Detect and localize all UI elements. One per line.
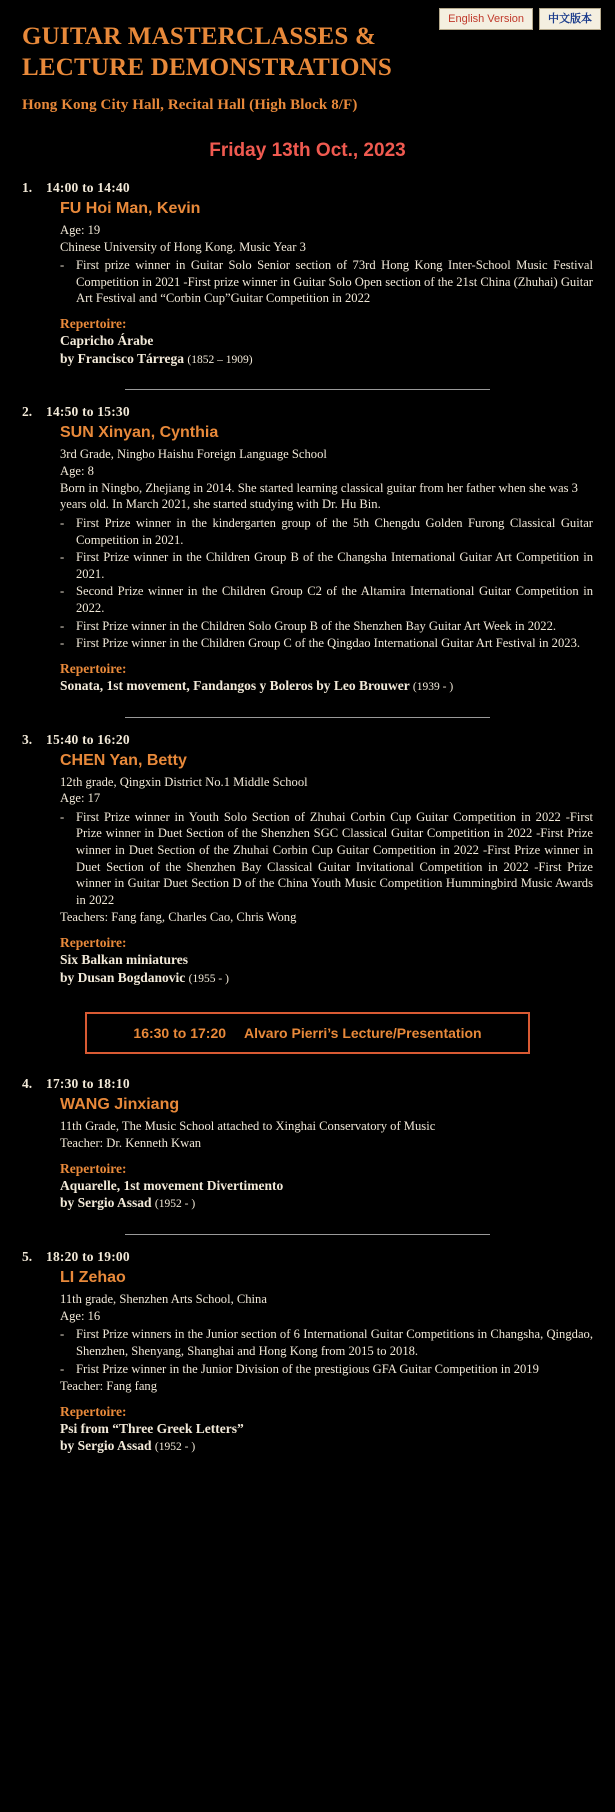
- repertoire-label: Repertoire:: [60, 935, 127, 950]
- dash-bullet: -: [60, 550, 65, 565]
- achievements-list: [60, 1326, 593, 1377]
- repertoire-years: (1852 – 1909): [187, 353, 253, 366]
- repertoire-line: [60, 1194, 593, 1212]
- teachers-line: Teacher: Fang fang: [60, 1379, 158, 1394]
- list-item-text: First Prize winner in Youth Solo Section of Zhuhai Corbin Cup Guitar Competition in 2022 -First Prize winner in Duet Section of the Shenzhen SGC Classical Guitar Competition in 2022 -First Prize winner in Duet Section of the Zhuhai Corbin Cup Guitar Competition in 2022 -First Prize winner in Duet Section of the Shenzhen Bay Classical Guitar Invitational Competition in 2022 -First Prize winner in Guitar Duet Section D of the China Youth Music Competition Hummingbird Music Awards in 2022: [76, 809, 593, 907]
- chinese-version-button[interactable]: 中文版本: [539, 8, 601, 30]
- repertoire-line: [60, 1420, 593, 1438]
- dash-bullet: -: [60, 809, 65, 824]
- section-divider: [125, 717, 490, 718]
- repertoire-line: [60, 1177, 593, 1195]
- list-item-text: First Prize winners in the Junior section of 6 International Guitar Competitions in Changsha, Qingdao, Shenzhen, Shenyang, Shanghai and Hong Kong from 2015 to 2018.: [76, 1327, 593, 1358]
- entry-number: 1.: [22, 180, 33, 195]
- repertoire-text: by Sergio Assad: [60, 1195, 155, 1211]
- entry-time: 17:30 to 18:10: [46, 1076, 130, 1092]
- performer-name: FU Hoi Man, Kevin: [60, 200, 201, 217]
- repertoire-text: by Sergio Assad: [60, 1438, 155, 1454]
- performer-name: WANG Jinxiang: [60, 1096, 180, 1114]
- entry-time: 14:50 to 15:30: [46, 404, 130, 420]
- repertoire-line: [60, 350, 593, 368]
- repertoire-text: Capricho Árabe: [60, 333, 154, 349]
- list-item: [60, 549, 593, 582]
- list-item: [60, 1361, 593, 1378]
- performer-details: [60, 222, 593, 307]
- achievements-list: [60, 257, 593, 307]
- entry-number: 5.: [22, 1249, 33, 1265]
- detail-line: 12th grade, Qingxin District No.1 Middle School: [60, 774, 308, 789]
- list-item-text: First Prize winner in the Children Group C of the Qingdao International Guitar Art Festival in 2023.: [76, 636, 581, 651]
- program-entry: [22, 1076, 593, 1212]
- list-item-text: First Prize winner in the kindergarten group of the 5th Chengdu Golden Furong Classical Guitar Competition in 2021.: [76, 515, 593, 547]
- list-item: [60, 635, 593, 652]
- program-entry: [22, 1249, 593, 1455]
- program-entry: [22, 180, 593, 367]
- detail-line: Born in Ningbo, Zhejiang in 2014. She started learning classical guitar from her father when she was 3 years old. In March 2021, she started studying with Dr. Hu Bin.: [60, 480, 578, 512]
- detail-line: 11th grade, Shenzhen Arts School, China: [60, 1292, 267, 1307]
- achievements-list: [60, 809, 593, 909]
- program-entry: [22, 404, 593, 694]
- repertoire-text: by Francisco Tárrega: [60, 350, 188, 366]
- performer-details: [60, 446, 593, 651]
- repertoire-text: Sonata, 1st movement, Fandangos y Boleros by Leo Brouwer: [60, 677, 413, 693]
- repertoire-text: by Dusan Bogdanovic: [60, 969, 189, 985]
- list-item-text: Frist Prize winner in the Junior Division of the prestigious GFA Guitar Competition in 2019: [76, 1361, 539, 1376]
- performer-name: LI Zehao: [60, 1269, 126, 1287]
- detail-line: Teacher: Dr. Kenneth Kwan: [60, 1136, 202, 1151]
- dash-bullet: -: [60, 1327, 65, 1342]
- detail-line: Age: 8: [60, 464, 94, 479]
- list-item-text: First prize winner in Guitar Solo Senior section of 73rd Hong Kong Inter-School Music Festival Competition in 2021 -First prize winner in Guitar Solo Open section of the 21st China (Zhuhai) Guitar Art Festival and “Corbin Cup”Guitar Competition in 2022: [76, 258, 593, 306]
- list-item-text: Second Prize winner in the Children Group C2 of the Altamira International Guitar Competition in 2022.: [76, 584, 593, 615]
- dash-bullet: -: [60, 1361, 65, 1376]
- teachers-line: Teachers: Fang fang, Charles Cao, Chris Wong: [60, 910, 297, 925]
- list-item: [60, 618, 593, 635]
- repertoire-line: [60, 951, 593, 969]
- repertoire-text: Psi from “Three Greek Letters”: [60, 1420, 244, 1436]
- repertoire-label: Repertoire:: [60, 316, 127, 332]
- performer-details: [60, 774, 593, 926]
- list-item: [60, 583, 593, 616]
- detail-line: Age: 17: [60, 791, 101, 806]
- detail-line: Chinese University of Hong Kong. Music Year 3: [60, 239, 306, 254]
- repertoire-line: [60, 677, 593, 695]
- entry-number: 3.: [22, 731, 33, 747]
- detail-line: Age: 19: [60, 223, 101, 237]
- achievements-list: [60, 515, 593, 652]
- list-item: [60, 1326, 593, 1359]
- detail-line: 11th Grade, The Music School attached to Xinghai Conservatory of Music: [60, 1119, 436, 1134]
- entry-time: 15:40 to 16:20: [46, 731, 130, 747]
- dash-bullet: -: [60, 618, 65, 633]
- performer-details: [60, 1291, 593, 1395]
- page-title: GUITAR MASTERCLASSES & LECTURE DEMONSTRATIONS: [22, 23, 392, 81]
- event-date: Friday 13th Oct., 2023: [209, 140, 406, 161]
- repertoire-line: [60, 1437, 593, 1455]
- repertoire-years: (1955 - ): [188, 972, 229, 985]
- repertoire-years: (1952 - ): [154, 1441, 196, 1454]
- repertoire-label: Repertoire:: [60, 660, 127, 676]
- detail-line: Age: 16: [60, 1308, 101, 1323]
- section-divider: [125, 389, 490, 390]
- lecture-time: 16:30 to 17:20: [133, 1025, 227, 1042]
- repertoire-years: (1952 - ): [154, 1198, 196, 1211]
- lecture-presentation-box: [85, 1012, 530, 1054]
- dash-bullet: -: [60, 515, 65, 530]
- entry-number: 2.: [22, 404, 33, 420]
- repertoire-label: Repertoire:: [60, 1403, 127, 1419]
- repertoire-line: [60, 332, 593, 350]
- dash-bullet: -: [60, 258, 65, 273]
- venue-line: Hong Kong City Hall, Recital Hall (High Block 8/F): [22, 97, 358, 113]
- lecture-label: Alvaro Pierri’s Lecture/Presentation: [244, 1025, 482, 1042]
- list-item: [60, 809, 593, 909]
- list-item: [60, 515, 593, 548]
- dash-bullet: -: [60, 584, 65, 599]
- entry-time: 18:20 to 19:00: [46, 1249, 130, 1265]
- dash-bullet: -: [60, 636, 65, 651]
- entry-time: 14:00 to 14:40: [46, 180, 130, 195]
- english-version-button[interactable]: English Version: [439, 8, 533, 30]
- repertoire-line: [60, 969, 593, 987]
- program-entry: [22, 732, 593, 987]
- list-item: [60, 257, 593, 307]
- list-item-text: First Prize winner in the Children Group B of the Changsha International Guitar Art Competition in 2021.: [76, 550, 593, 581]
- repertoire-years: (1939 - ): [412, 680, 454, 693]
- performer-name: SUN Xinyan, Cynthia: [60, 424, 219, 442]
- repertoire-text: Six Balkan miniatures: [60, 952, 189, 967]
- entry-number: 4.: [22, 1076, 33, 1092]
- performer-name: CHEN Yan, Betty: [60, 751, 187, 769]
- detail-line: 3rd Grade, Ningbo Haishu Foreign Language School: [60, 447, 327, 462]
- section-divider: [125, 1234, 490, 1235]
- repertoire-label: Repertoire:: [60, 1160, 127, 1176]
- language-switcher[interactable]: [439, 8, 601, 30]
- list-item-text: First Prize winner in the Children Solo Group B of the Shenzhen Bay Guitar Art Week in 2022.: [76, 618, 557, 633]
- repertoire-text: Aquarelle, 1st movement Divertimento: [60, 1177, 284, 1193]
- performer-details: [60, 1118, 593, 1151]
